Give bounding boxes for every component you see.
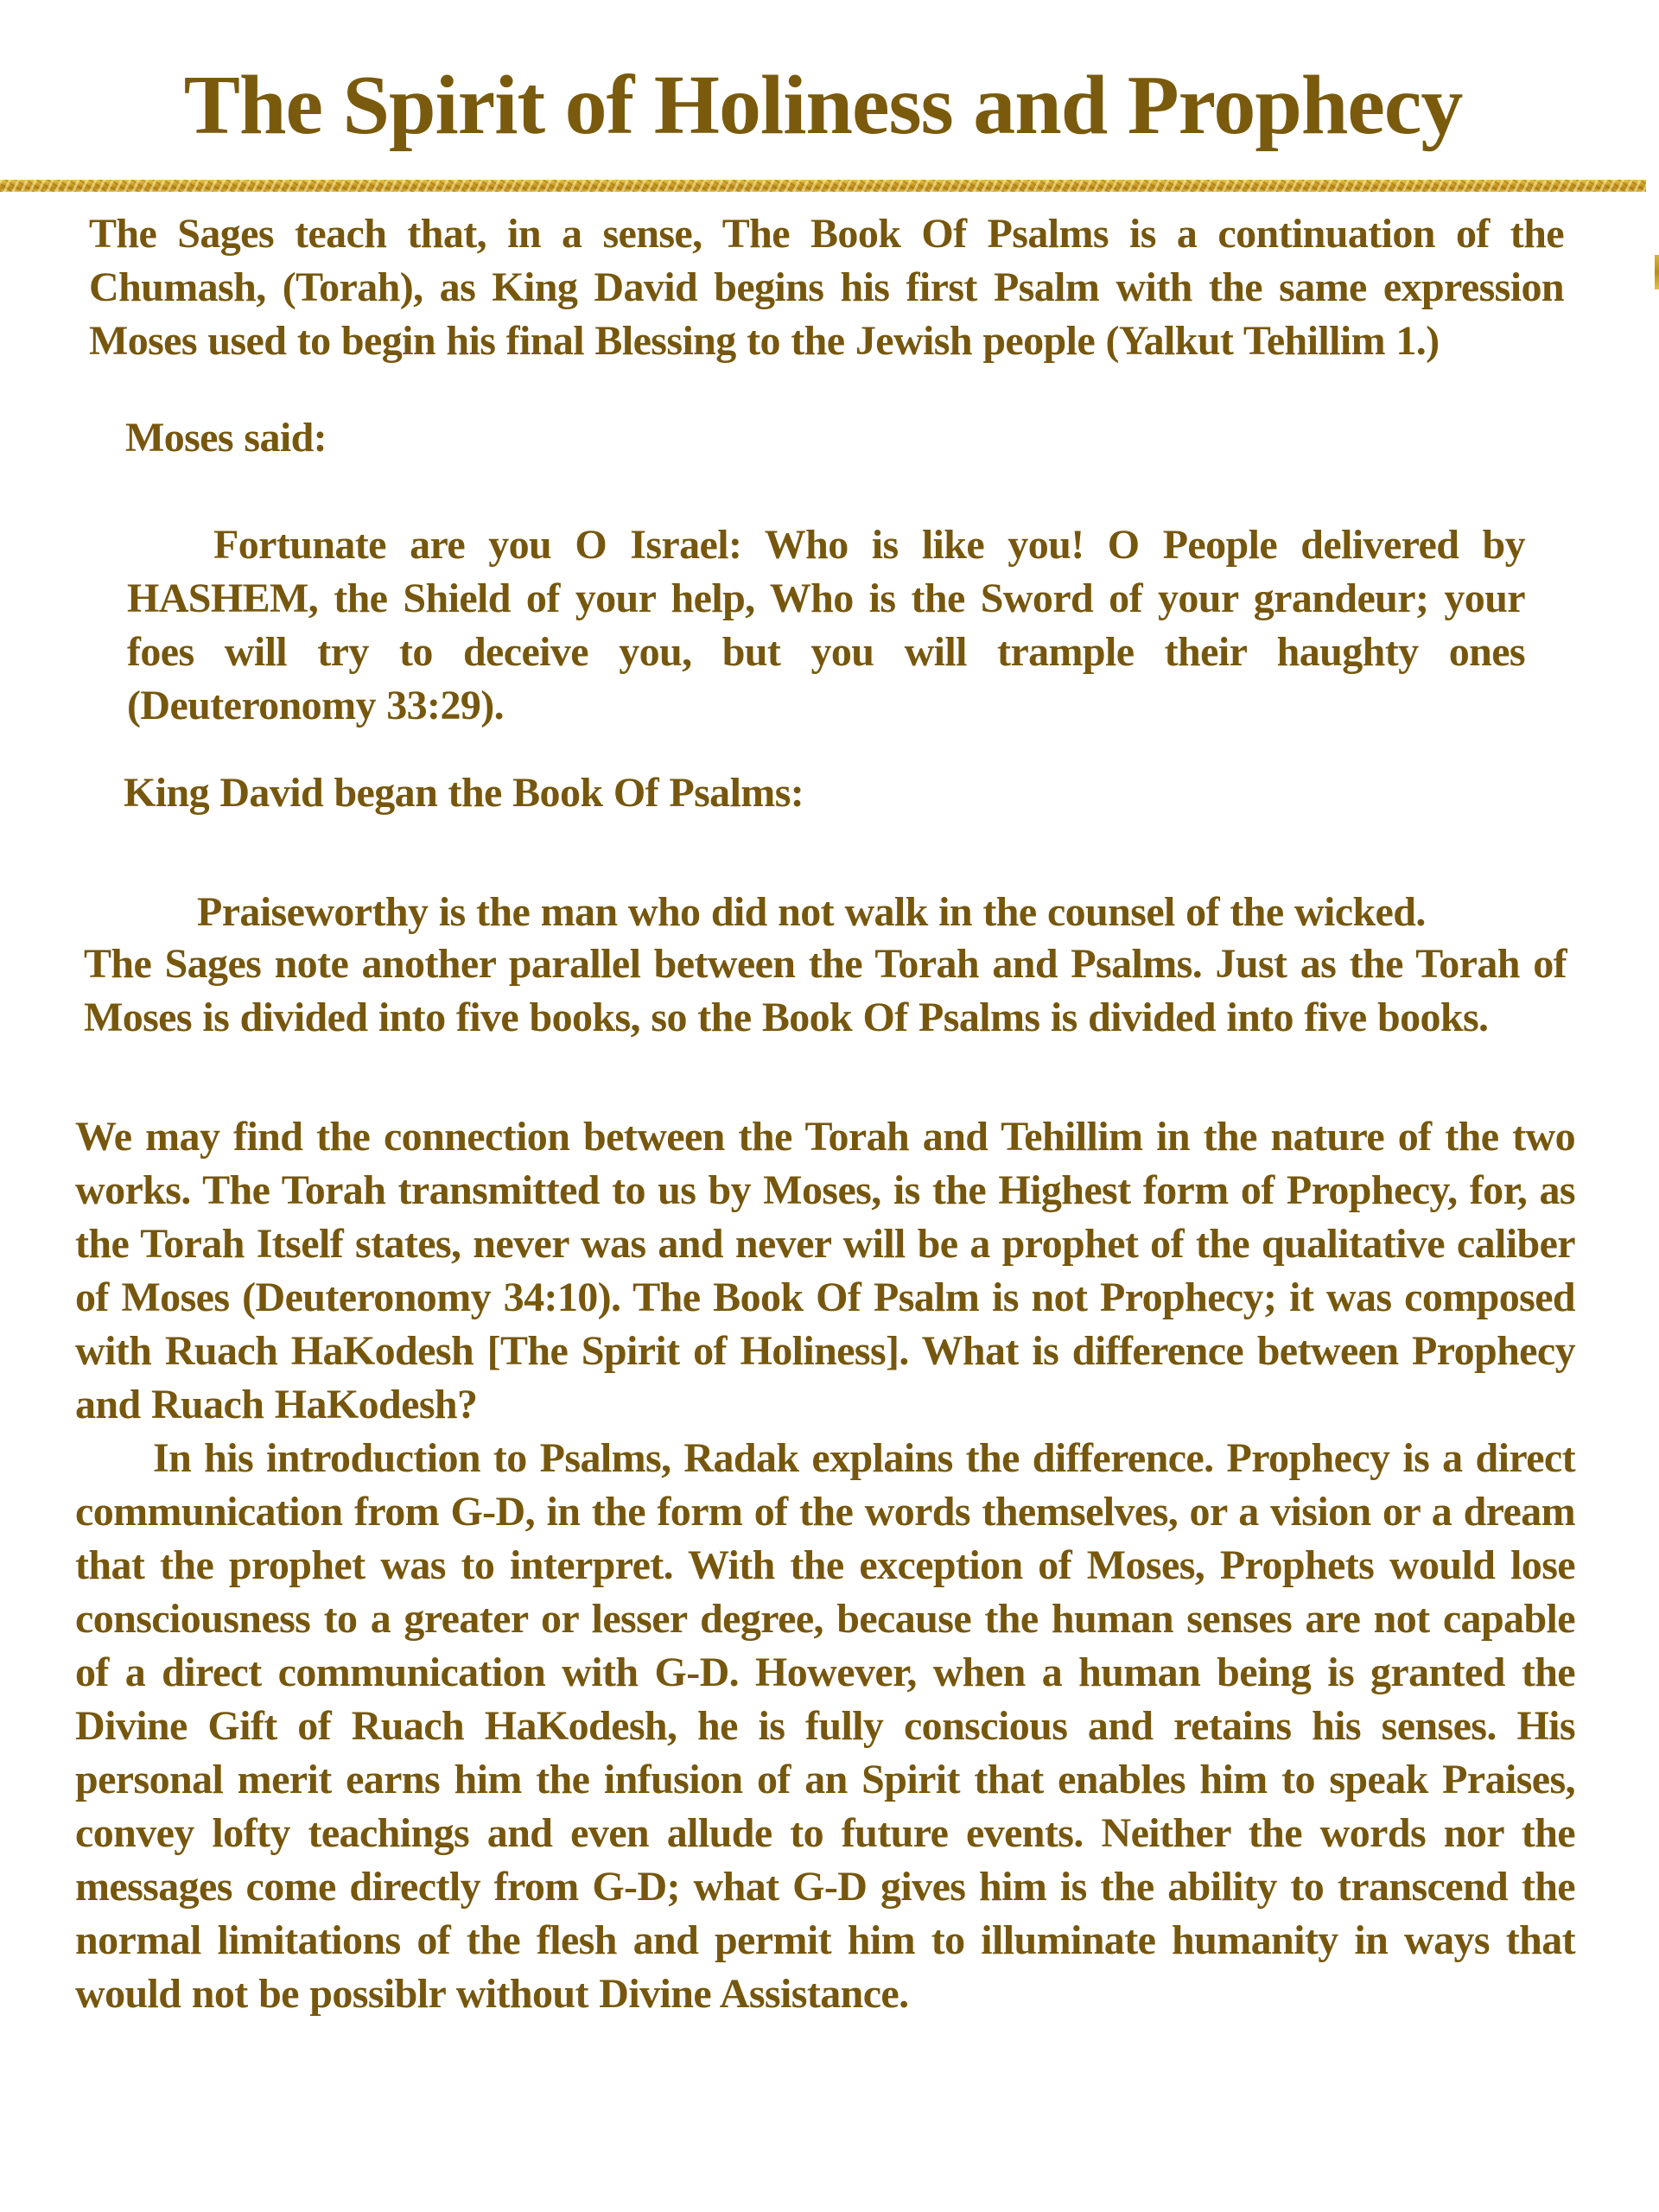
king-david-label: King David began the Book Of Psalms: [124,770,804,816]
gold-edge-ornament [1655,255,1659,289]
intro-paragraph: The Sages teach that, in a sense, The Book Of Psalms is a continuation of the Chumash, (Torah), as King David begins his first Psalm with the same expression Moses used to begin his final Blessing to the Jewish people (Yalkut Tehillim 1.) [89,211,1564,364]
radak-paragraph: In his introduction to Psalms, Radak explains the difference. Prophecy is a direct communication from G-D, in the form of the words themselves, or a vision or a dream that the prophet was to interpret. With the exception of Moses, Prophets would lose consciousness to a greater or lesser degree, because the human senses are not capable of a direct communication with G-D. However, when a human being is granted the Divine Gift of Ruach HaKodesh, he is fully conscious and retains his senses. His personal merit earns him the infusion of an Spirit that enables him to speak Praises, convey lofty teachings and even allude to future events. Neither the words nor the messages come directly from G-D; what G-D gives him is the ability to transcend the normal limitations of the flesh and permit him to illuminate humanity in ways that would not be possiblr without Divine Assistance. [75,1435,1575,2017]
moses-said-label: Moses said: [125,415,327,461]
gold-divider [0,180,1646,192]
page-title: The Spirit of Holiness and Prophecy [183,59,1463,152]
parallel-paragraph: The Sages note another parallel between the Torah and Psalms. Just as the Torah of Moses is divided into five books, so the Book Of Psalms is divided into five books. [84,941,1567,1040]
moses-blessing-quote: Fortunate are you O Israel: Who is like you! O People delivered by HASHEM, the Shield of your help, Who is the Sword of your grandeur; your foes will try to deceive you, but you will trample their haughty ones (Deuteronomy 33:29). [127,522,1525,728]
psalm-quote: Praiseworthy is the man who did not walk in the counsel of the wicked. [197,889,1426,935]
connection-paragraph: We may find the connection between the Torah and Tehillim in the nature of the two works. The Torah transmitted to us by Moses, is the Highest form of Prophecy, for, as the Torah Itself states, never was and never will be a prophet of the qualitative caliber of Moses (Deuteronomy 34:10). The Book Of Psalm is not Prophecy; it was composed with Ruach HaKodesh [The Spirit of Holiness]. What is difference between Prophecy and Ruach HaKodesh? [75,1114,1575,1427]
connection-section [75,1110,1575,2021]
